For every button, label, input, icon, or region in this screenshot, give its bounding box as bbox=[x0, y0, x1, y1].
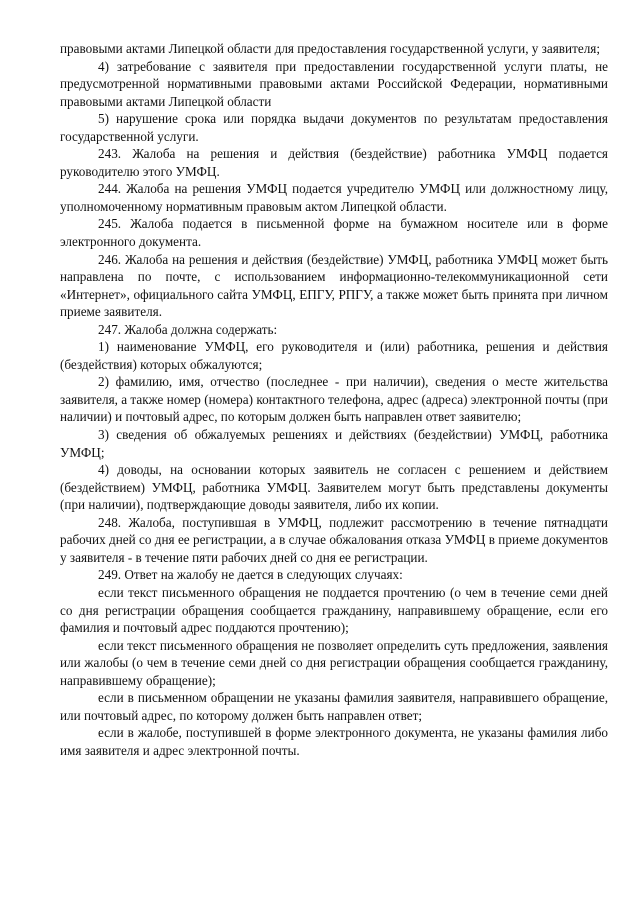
paragraph-item-4: 4) затребование с заявителя при предоставлении государственной услуги платы, не предусмотренной нормативными правовыми актами Российской Федерации, нормативными правовыми актами Липецкой области bbox=[60, 58, 608, 109]
document-page bbox=[60, 40, 608, 759]
paragraph-249-case-3: если в письменном обращении не указаны фамилия заявителя, направившего обращение, или почтовый адрес, по которому должен быть направлен ответ; bbox=[60, 690, 608, 723]
paragraph-249: 249. Ответ на жалобу не дается в следующих случаях: bbox=[98, 567, 403, 583]
paragraph-247-item-3: 3) сведения об обжалуемых решениях и действиях (бездействии) УМФЦ, работника УМФЦ; bbox=[60, 427, 608, 460]
paragraph-249-case-1: если текст письменного обращения не поддается прочтению (о чем в течение семи дней со дня регистрации обращения сообщается гражданину, направившему обращение, если его фамилия и почтовый адрес поддаются прочтению); bbox=[60, 584, 608, 636]
paragraph-item-5: 5) нарушение срока или порядка выдачи документов по результатам предоставления государственной услуги. bbox=[60, 111, 608, 144]
paragraph-247-item-2: 2) фамилию, имя, отчество (последнее - при наличии), сведения о месте жительства заявителя, а также номер (номера) контактного телефона, адрес (адреса) электронной почты (при наличии) и почтовый адрес, по которым должен быть направлен ответ заявителю; bbox=[60, 374, 608, 425]
paragraph-continuation: правовыми актами Липецкой области для предоставления государственной услуги, у заявителя; bbox=[60, 41, 601, 56]
paragraph-247: 247. Жалоба должна содержать: bbox=[98, 321, 278, 337]
paragraph-246: 246. Жалоба на решения и действия (бездействие) УМФЦ, работника УМФЦ может быть направлена по почте, с использованием информационно-телекоммуникационной сети «Интернет», официального сайта УМФЦ, ЕПГУ, РПГУ, а также может быть принята при личном приеме заявителя. bbox=[60, 251, 608, 320]
paragraph-247-item-1: 1) наименование УМФЦ, его руководителя и (или) работника, решения и действия (бездействия) которых обжалуются; bbox=[60, 339, 608, 372]
paragraph-244: 244. Жалоба на решения УМФЦ подается учредителю УМФЦ или должностному лицу, уполномоченному нормативным правовым актом Липецкой области. bbox=[60, 181, 608, 214]
paragraph-248: 248. Жалоба, поступившая в УМФЦ, подлежит рассмотрению в течение пятнадцати рабочих дней со дня ее регистрации, а в случае обжалования отказа УМФЦ в приеме документов у заявителя - в течение пяти рабочих дней со дня ее регистрации. bbox=[60, 514, 608, 565]
paragraph-243: 243. Жалоба на решения и действия (бездействие) работника УМФЦ подается руководителю этого УМФЦ. bbox=[60, 146, 608, 179]
paragraph-249-case-4: если в жалобе, поступившей в форме электронного документа, не указаны фамилия либо имя заявителя и адрес электронной почты. bbox=[60, 725, 608, 758]
paragraph-245: 245. Жалоба подается в письменной форме на бумажном носителе или в форме электронного документа. bbox=[60, 216, 608, 250]
paragraph-247-item-4: 4) доводы, на основании которых заявитель не согласен с решением и действием (бездействием) УМФЦ, работника УМФЦ. Заявителем могут быть представлены документы (при наличии), подтверждающие доводы заявителя, либо их копии. bbox=[60, 462, 608, 513]
paragraph-249-case-2: если текст письменного обращения не позволяет определить суть предложения, заявления или жалобы (о чем в течение семи дней со дня регистрации обращения сообщается гражданину, направившему обращение); bbox=[60, 637, 608, 688]
